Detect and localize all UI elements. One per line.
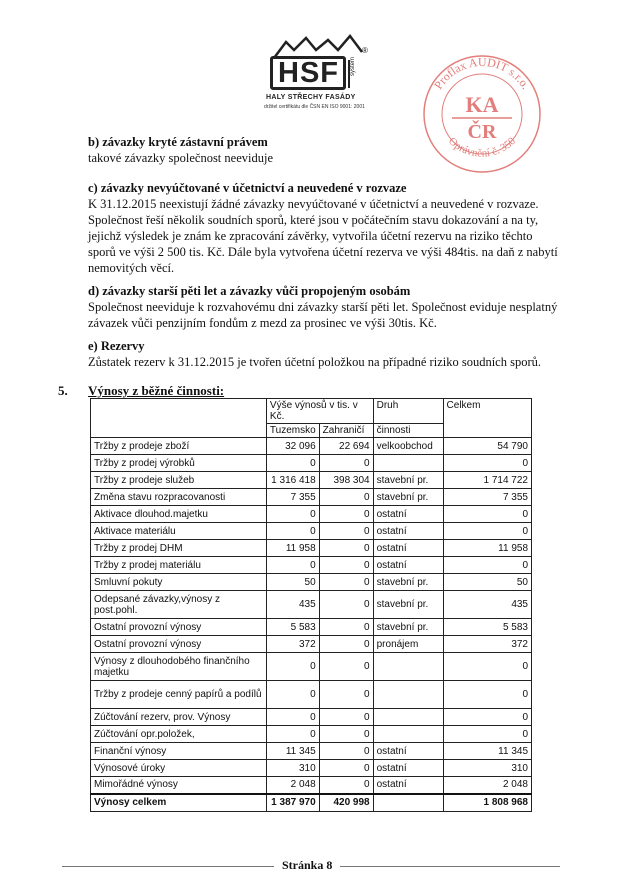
row-tuzemsko: 0 bbox=[266, 709, 319, 726]
table-row bbox=[91, 636, 532, 653]
header-celkem: Celkem bbox=[443, 399, 531, 438]
row-label: Tržby z prodeje zboží bbox=[91, 438, 267, 455]
table-row bbox=[91, 760, 532, 777]
row-druh: ostatní bbox=[373, 760, 443, 777]
row-druh: stavební pr. bbox=[373, 574, 443, 591]
row-druh: ostatní bbox=[373, 506, 443, 523]
row-label: Tržby z prodej DHM bbox=[91, 540, 267, 557]
row-celkem: 310 bbox=[443, 760, 531, 777]
row-zahranici: 0 bbox=[319, 455, 373, 472]
row-label: Tržby z prodej výrobků bbox=[91, 455, 267, 472]
row-zahranici: 0 bbox=[319, 506, 373, 523]
row-zahranici: 0 bbox=[319, 636, 373, 653]
stamp-center-top: KA bbox=[465, 92, 499, 117]
row-celkem: 0 bbox=[443, 653, 531, 681]
row-tuzemsko: 0 bbox=[266, 523, 319, 540]
row-tuzemsko: 0 bbox=[266, 653, 319, 681]
row-zahranici: 0 bbox=[319, 709, 373, 726]
header-zahranici: Zahraničí bbox=[319, 424, 373, 438]
table-row bbox=[91, 591, 532, 619]
row-label: Mimořádné výnosy bbox=[91, 777, 267, 794]
row-druh: stavební pr. bbox=[373, 619, 443, 636]
row-celkem: 1 714 722 bbox=[443, 472, 531, 489]
section-b bbox=[88, 134, 558, 166]
row-label: Tržby z prodej materiálu bbox=[91, 557, 267, 574]
row-tuzemsko: 7 355 bbox=[266, 489, 319, 506]
row-celkem: 0 bbox=[443, 681, 531, 709]
table-row bbox=[91, 472, 532, 489]
table-row bbox=[91, 726, 532, 743]
row-celkem: 7 355 bbox=[443, 489, 531, 506]
row-zahranici: 0 bbox=[319, 743, 373, 760]
row-zahranici: 398 304 bbox=[319, 472, 373, 489]
row-celkem: 11 958 bbox=[443, 540, 531, 557]
row-label: Aktivace materiálu bbox=[91, 523, 267, 540]
row-tuzemsko: 0 bbox=[266, 681, 319, 709]
row-tuzemsko: 0 bbox=[266, 455, 319, 472]
row-celkem: 372 bbox=[443, 636, 531, 653]
row-druh: ostatní bbox=[373, 743, 443, 760]
row-zahranici: 0 bbox=[319, 574, 373, 591]
section-b-text: takové závazky společnost neeviduje bbox=[88, 151, 273, 165]
row-tuzemsko: 310 bbox=[266, 760, 319, 777]
row-celkem: 0 bbox=[443, 455, 531, 472]
table-header-row bbox=[91, 399, 532, 424]
company-logo bbox=[262, 34, 374, 114]
row-label: Smluvní pokuty bbox=[91, 574, 267, 591]
total-druh bbox=[373, 794, 443, 812]
row-druh: stavební pr. bbox=[373, 489, 443, 506]
row-label: Ostatní provozní výnosy bbox=[91, 636, 267, 653]
logo-brand: HSF bbox=[278, 57, 339, 89]
section-d-heading: d) závazky starší pěti let a závazky vůči propojeným osobám bbox=[88, 284, 411, 298]
row-druh bbox=[373, 653, 443, 681]
row-druh: pronájem bbox=[373, 636, 443, 653]
stamp-ring-text: Proflax AUDIT s.r.o. bbox=[431, 54, 534, 92]
row-label: Zúčtování opr.položek, bbox=[91, 726, 267, 743]
table-row bbox=[91, 438, 532, 455]
table-row bbox=[91, 540, 532, 557]
table-row bbox=[91, 489, 532, 506]
section-c-heading: c) závazky nevyúčtované v účetnictví a neuvedené v rozvaze bbox=[88, 181, 407, 195]
row-zahranici: 0 bbox=[319, 523, 373, 540]
row-druh: stavební pr. bbox=[373, 591, 443, 619]
table-row bbox=[91, 523, 532, 540]
row-tuzemsko: 32 096 bbox=[266, 438, 319, 455]
total-celkem: 1 808 968 bbox=[443, 794, 531, 812]
footer-rule-right bbox=[340, 866, 560, 867]
row-zahranici: 0 bbox=[319, 540, 373, 557]
row-label: Odepsané závazky,výnosy z post.pohl. bbox=[91, 591, 267, 619]
table-row bbox=[91, 709, 532, 726]
row-zahranici: 0 bbox=[319, 760, 373, 777]
row-celkem: 435 bbox=[443, 591, 531, 619]
registered-mark: ® bbox=[362, 46, 368, 55]
page-number: Stránka 8 bbox=[282, 858, 333, 872]
row-druh bbox=[373, 726, 443, 743]
section-5-title bbox=[58, 383, 224, 399]
row-label: Změna stavu rozpracovanosti bbox=[91, 489, 267, 506]
row-druh: ostatní bbox=[373, 523, 443, 540]
row-druh bbox=[373, 681, 443, 709]
total-tuzemsko: 1 387 970 bbox=[266, 794, 319, 812]
table-row bbox=[91, 653, 532, 681]
row-celkem: 0 bbox=[443, 506, 531, 523]
row-zahranici: 0 bbox=[319, 489, 373, 506]
table-row bbox=[91, 455, 532, 472]
row-label: Ostatní provozní výnosy bbox=[91, 619, 267, 636]
section-d bbox=[88, 283, 558, 331]
row-celkem: 0 bbox=[443, 726, 531, 743]
logo-system: system bbox=[350, 56, 356, 76]
row-druh: stavební pr. bbox=[373, 472, 443, 489]
header-group: Výše výnosů v tis. v Kč. bbox=[266, 399, 373, 424]
stamp-license-text: Oprávnění č. 350 bbox=[445, 135, 519, 160]
row-zahranici: 0 bbox=[319, 557, 373, 574]
table-row bbox=[91, 574, 532, 591]
row-tuzemsko: 1 316 418 bbox=[266, 472, 319, 489]
row-druh: ostatní bbox=[373, 557, 443, 574]
table-row bbox=[91, 619, 532, 636]
table-row bbox=[91, 557, 532, 574]
row-tuzemsko: 11 958 bbox=[266, 540, 319, 557]
table-row bbox=[91, 681, 532, 709]
row-druh: ostatní bbox=[373, 777, 443, 794]
row-zahranici: 0 bbox=[319, 653, 373, 681]
section-c bbox=[88, 180, 558, 276]
row-celkem: 50 bbox=[443, 574, 531, 591]
row-celkem: 11 345 bbox=[443, 743, 531, 760]
row-label: Finanční výnosy bbox=[91, 743, 267, 760]
total-zahranici: 420 998 bbox=[319, 794, 373, 812]
row-tuzemsko: 0 bbox=[266, 726, 319, 743]
table-row bbox=[91, 777, 532, 794]
row-label: Výnosy z dlouhodobého finančního majetku bbox=[91, 653, 267, 681]
table-total-row bbox=[91, 794, 532, 812]
row-tuzemsko: 50 bbox=[266, 574, 319, 591]
row-label: Tržby z prodeje cenný papírů a podílů bbox=[91, 681, 267, 709]
header-empty-cell bbox=[91, 399, 267, 438]
row-zahranici: 0 bbox=[319, 619, 373, 636]
table-row bbox=[91, 506, 532, 523]
header-druh: Druh bbox=[373, 399, 443, 424]
row-tuzemsko: 372 bbox=[266, 636, 319, 653]
row-celkem: 2 048 bbox=[443, 777, 531, 794]
header-cinnosti: činnosti bbox=[373, 424, 443, 438]
row-zahranici: 0 bbox=[319, 726, 373, 743]
total-label: Výnosy celkem bbox=[91, 794, 267, 812]
section-c-text: K 31.12.2015 neexistují žádné závazky nevyúčtované v účetnictví a neuvedené v rozvaze. Společnost řeší několik soudních sporů, které jsou v počátečním stavu dokazování a na ty, jejichž výsledek je znám ke zpracování závěrky, vytvořila účetní rezervu na riziko těchto sporů ve výši 2 500 tis. Kč. Dále byla vytvořena účetní rezerva ve výši 484tis. na daň z nabytí nemovitých věcí. bbox=[88, 197, 558, 275]
row-label: Zúčtování rezerv, prov. Výnosy bbox=[91, 709, 267, 726]
row-celkem: 54 790 bbox=[443, 438, 531, 455]
row-celkem: 0 bbox=[443, 557, 531, 574]
section-d-text: Společnost neeviduje k rozvahovému dni závazky starší pěti let. Společnost eviduje nesplatný závazek vůči penzijním fondům z mezd za prosinec ve výši 30tis. Kč. bbox=[88, 300, 558, 330]
section-e-text: Zůstatek rezerv k 31.12.2015 je tvořen účetní položkou na případné riziko soudních sporů. bbox=[88, 355, 542, 369]
table-row bbox=[91, 743, 532, 760]
row-label: Aktivace dlouhod.majetku bbox=[91, 506, 267, 523]
section-5-number: 5. bbox=[58, 383, 68, 398]
row-zahranici: 0 bbox=[319, 681, 373, 709]
header-tuzemsko: Tuzemsko bbox=[266, 424, 319, 438]
section-5-title-text: Výnosy z běžné činnosti: bbox=[88, 383, 225, 398]
row-zahranici: 0 bbox=[319, 777, 373, 794]
section-b-heading: b) závazky kryté zástavní právem bbox=[88, 135, 268, 149]
row-label: Tržby z prodeje služeb bbox=[91, 472, 267, 489]
row-celkem: 0 bbox=[443, 709, 531, 726]
row-tuzemsko: 5 583 bbox=[266, 619, 319, 636]
row-label: Výnosové úroky bbox=[91, 760, 267, 777]
row-zahranici: 0 bbox=[319, 591, 373, 619]
section-e-heading: e) Rezervy bbox=[88, 339, 145, 353]
logo-certificate: držitel certifikátu dle ČSN EN ISO 9001: 2001 bbox=[264, 104, 365, 110]
row-druh bbox=[373, 709, 443, 726]
row-tuzemsko: 0 bbox=[266, 506, 319, 523]
row-druh bbox=[373, 455, 443, 472]
logo-tagline: HALY STŘECHY FASÁDY bbox=[266, 94, 356, 101]
row-zahranici: 22 694 bbox=[319, 438, 373, 455]
row-tuzemsko: 2 048 bbox=[266, 777, 319, 794]
row-celkem: 5 583 bbox=[443, 619, 531, 636]
row-tuzemsko: 435 bbox=[266, 591, 319, 619]
stamp-center-bottom: ČR bbox=[467, 121, 497, 143]
row-celkem: 0 bbox=[443, 523, 531, 540]
row-druh: ostatní bbox=[373, 540, 443, 557]
footer-rule-left bbox=[62, 866, 274, 867]
section-e bbox=[88, 338, 558, 370]
row-druh: velkoobchod bbox=[373, 438, 443, 455]
revenue-table bbox=[90, 398, 532, 812]
row-tuzemsko: 0 bbox=[266, 557, 319, 574]
row-tuzemsko: 11 345 bbox=[266, 743, 319, 760]
